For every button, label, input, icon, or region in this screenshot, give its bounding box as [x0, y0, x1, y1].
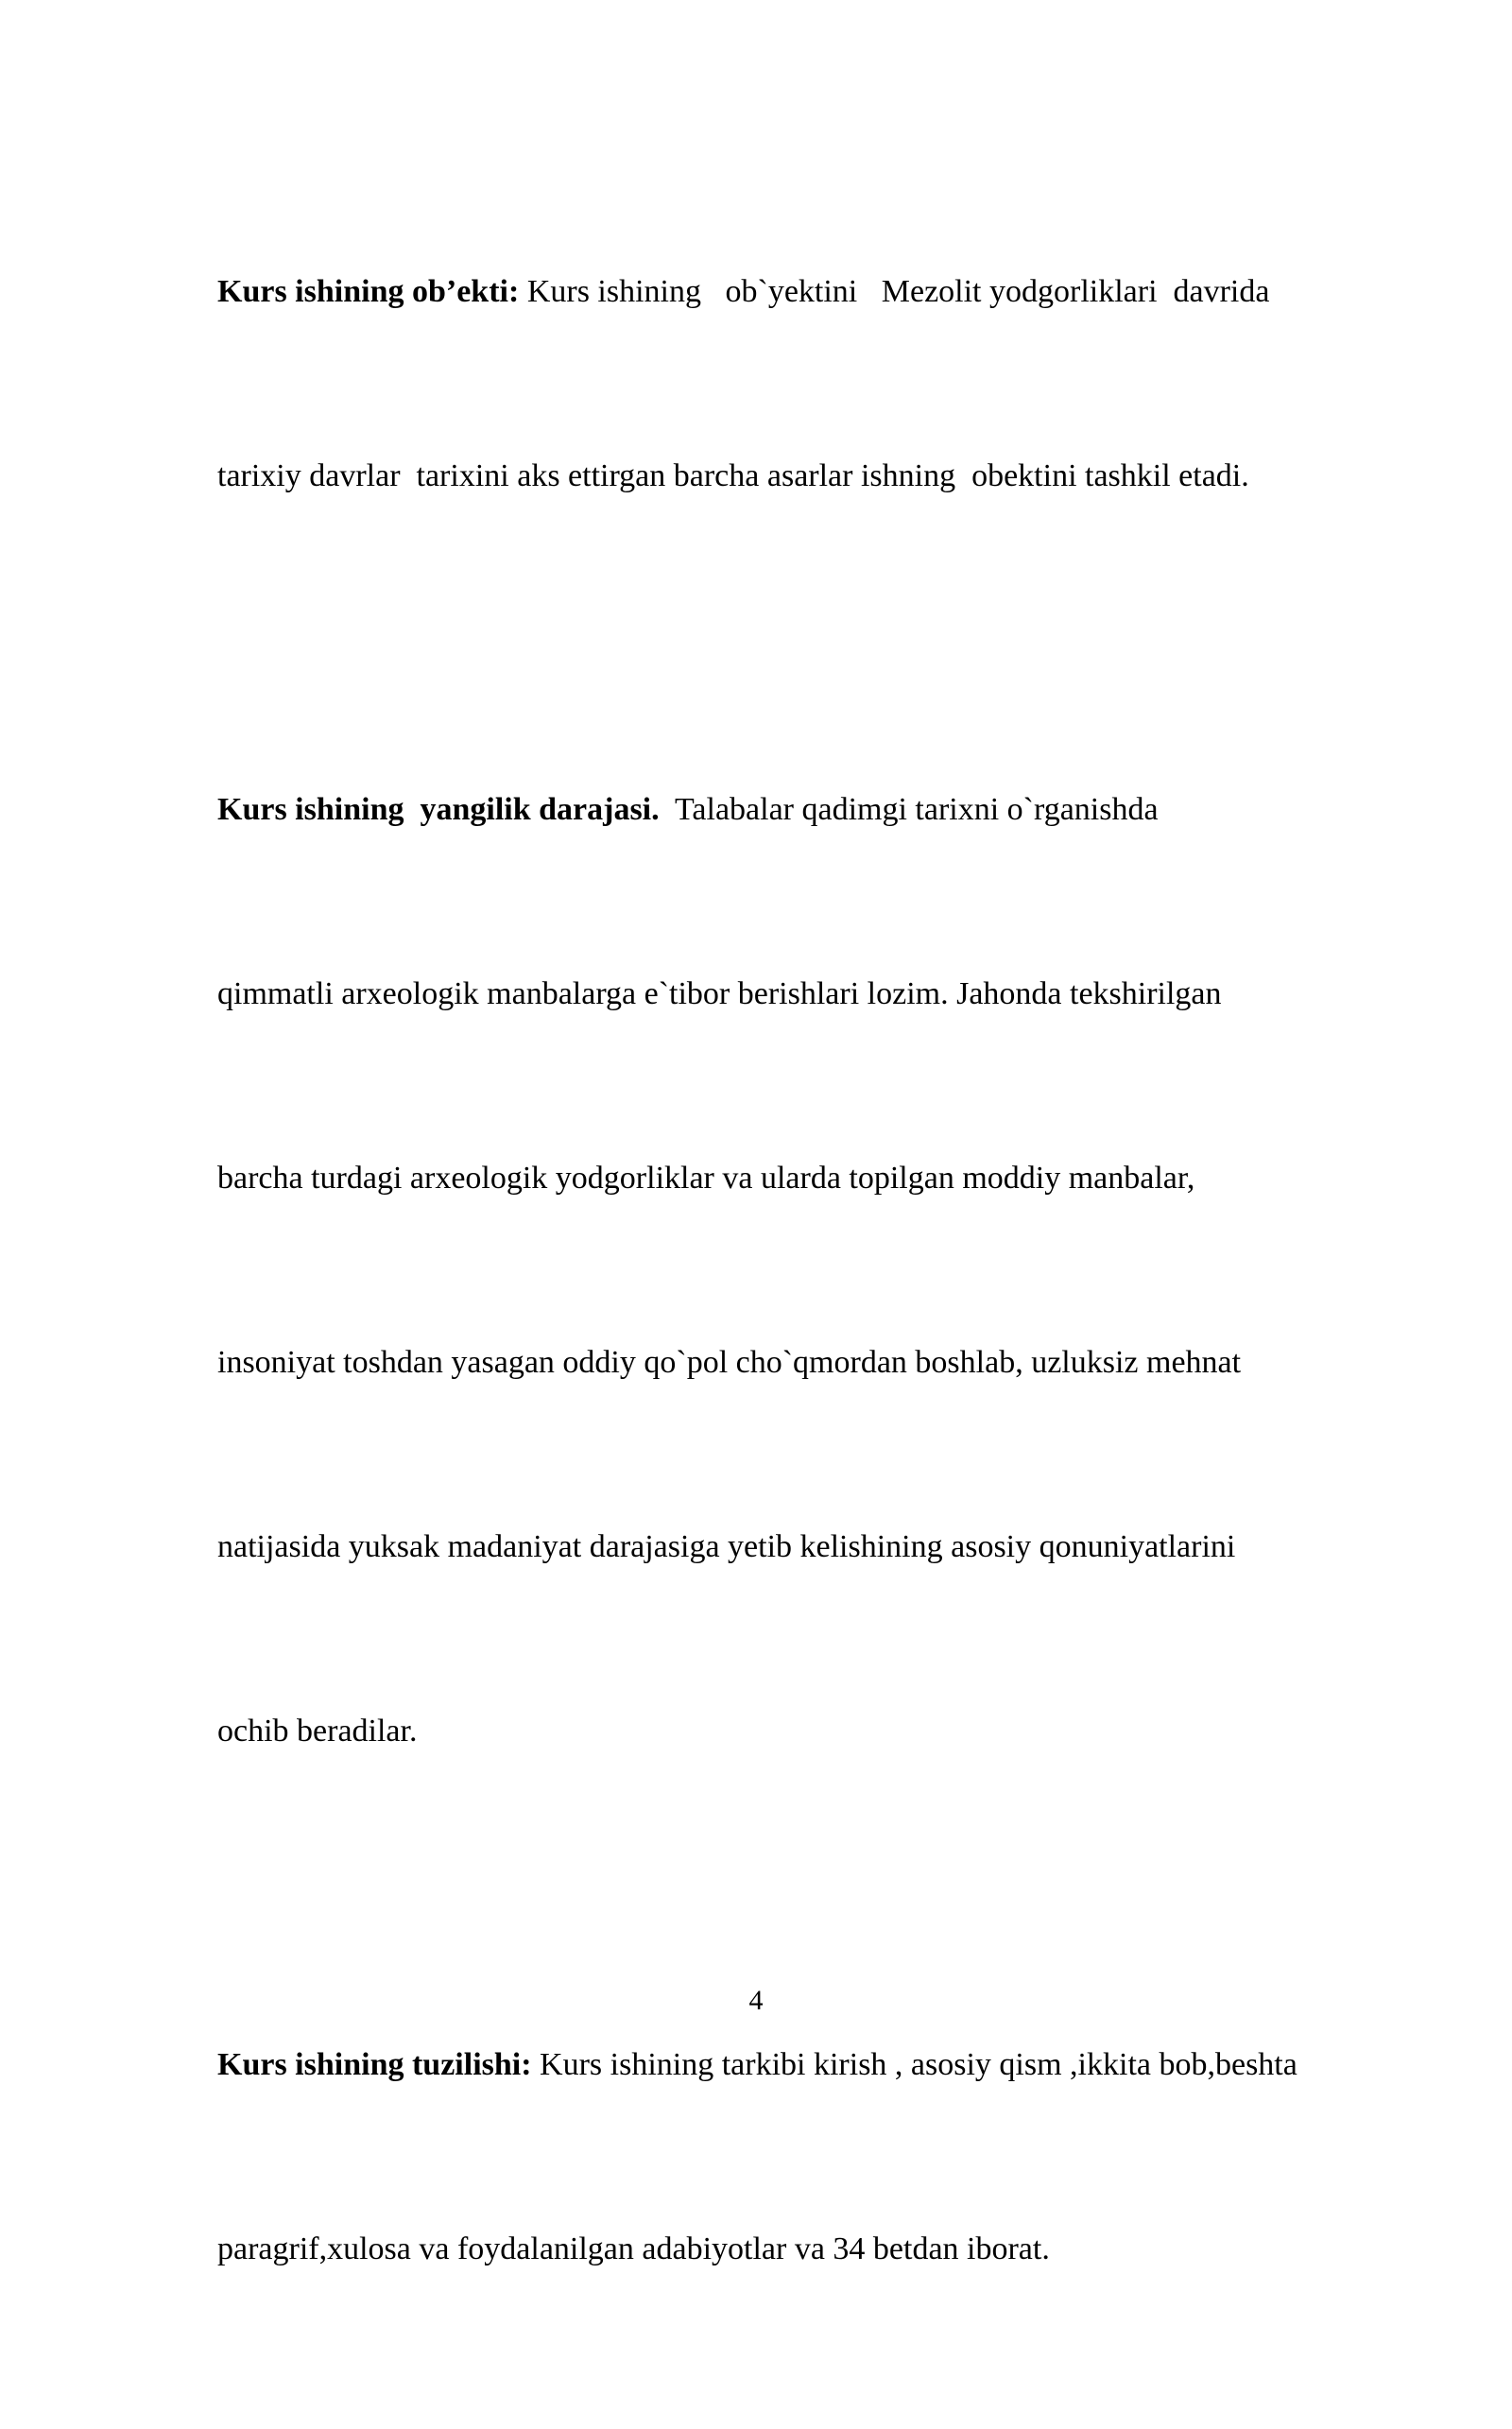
text-line [217, 779, 1446, 840]
text-line [217, 2034, 1446, 2095]
paragraph-heading: Kurs ishining tuzilishi: [217, 2047, 532, 2082]
paragraph-text: Kurs ishining ob`yektini Mezolit yodgorliklari davrida [519, 274, 1270, 309]
text-line: tarixiy davrlar tarixini aks ettirgan barcha asarlar ishning obektini tashkil etadi. [217, 458, 1249, 493]
text-line: insoniyat toshdan yasagan oddiy qo`pol cho`qmordan boshlab, uzluksiz mehnat [217, 1345, 1242, 1380]
text-line: ochib beradilar. [217, 1714, 418, 1749]
text-line: natijasida yuksak madaniyat darajasiga yetib kelishining asosiy qonuniyatlarini [217, 1529, 1236, 1564]
page-content [217, 138, 1446, 2429]
paragraph-text: Kurs ishining tarkibi kirish , asosiy qism ,ikkita bob,beshta [531, 2047, 1297, 2082]
text-line [217, 261, 1446, 322]
paragraph-text: Talabalar qadimgi tarixni o`rganishda [659, 792, 1159, 827]
paragraph-heading: Kurs ishining ob’ekti: [217, 274, 520, 309]
page-number: 4 [748, 1985, 764, 2016]
text-line: barcha turdagi arxeologik yodgorliklar va ularda topilgan moddiy manbalar, [217, 1161, 1195, 1196]
paragraph-object [217, 138, 1446, 629]
paragraph-novelty [217, 656, 1446, 1885]
text-line: paragrif,xulosa va foydalanilgan adabiyotlar va 34 betdan iborat. [217, 2231, 1050, 2266]
text-line: qimmatli arxeologik manbalarga e`tibor berishlari lozim. Jahonda tekshirilgan [217, 976, 1222, 1011]
paragraph-heading: Kurs ishining yangilik darajasi. [217, 792, 660, 827]
